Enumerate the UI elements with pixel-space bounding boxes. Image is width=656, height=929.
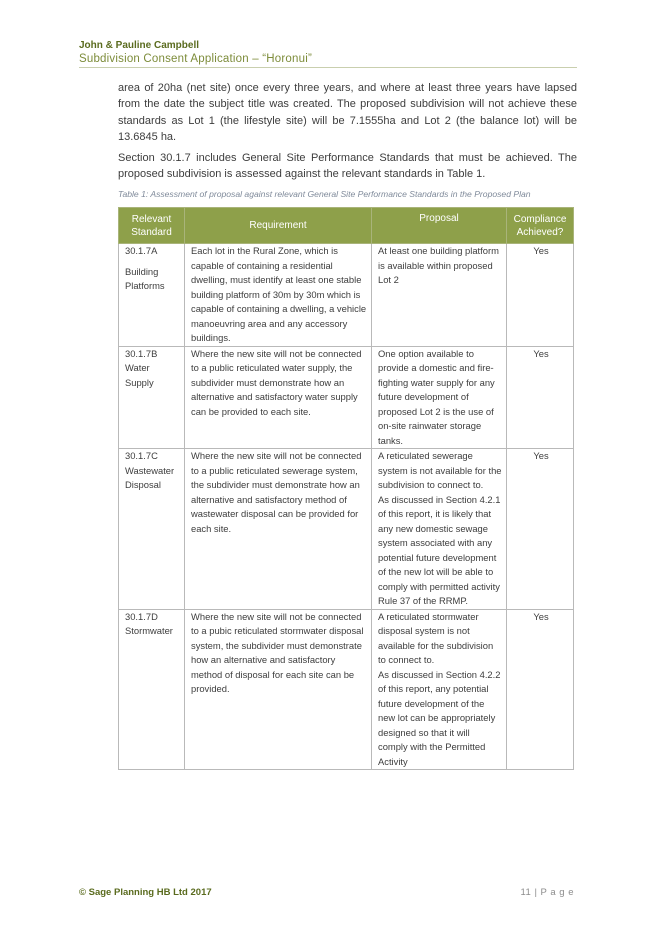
requirement-cell: Where the new site will not be connected to a public reticulated water supply, the subdivider must demonstrate how an alternative and satisfactory water supply can be provided to each site. <box>185 346 372 449</box>
standard-name: Wastewater Disposal <box>125 464 175 490</box>
standard-code: 30.1.7C <box>125 450 158 461</box>
header-relevant-standard: Relevant Standard <box>119 208 185 244</box>
footer-copyright: © Sage Planning HB Ltd 2017 <box>79 887 212 898</box>
table-row <box>119 449 574 610</box>
requirement-cell: Where the new site will not be connected to a public reticulated sewerage system, the subdivider must demonstrate how an alternative and satisfactory method of wastewater disposal can be provided for each site. <box>185 449 372 610</box>
page-header <box>79 40 312 66</box>
proposal-text-discussion: As discussed in Section 4.2.2 of this report, any potential future development of the new lot can be appropriately designed so that it will comply with the Permitted Activity <box>378 668 501 767</box>
standard-code: 30.1.7D <box>125 610 158 622</box>
proposal-cell <box>372 346 507 449</box>
standard-cell <box>119 244 185 347</box>
header-proposal: Proposal <box>372 208 507 244</box>
header-compliance: Compliance Achieved? <box>507 208 574 244</box>
footer-page-number: 11 | P a g e <box>520 887 574 898</box>
table-row <box>119 346 574 449</box>
compliance-cell: Yes <box>507 244 574 347</box>
proposal-cell <box>372 449 507 610</box>
header-application-title: Subdivision Consent Application – “Horonui” <box>79 53 312 65</box>
header-client-names: John & Pauline Campbell <box>79 40 200 51</box>
assessment-table <box>118 207 574 770</box>
proposal-text: At least one building platform is available within proposed Lot 2 <box>378 245 499 285</box>
standard-name: Building Platforms <box>125 265 165 291</box>
header-requirement: Requirement <box>185 208 372 244</box>
table-header-row <box>119 208 574 244</box>
proposal-text: A reticulated sewerage system is not available for the subdivision to connect to. <box>378 450 502 490</box>
compliance-cell: Yes <box>507 346 574 449</box>
table-caption: Table 1: Assessment of proposal against relevant General Site Performance Standards in the Proposed Plan <box>118 189 531 199</box>
paragraph-section-30-1-7: Section 30.1.7 includes General Site Performance Standards that must be achieved. The proposed subdivision is assessed against the relevant standards in Table 1. <box>118 152 577 181</box>
standard-cell <box>119 449 185 610</box>
paragraph-net-site: area of 20ha (net site) once every three years, and where at least three years have lapsed from the date the subject title was created. The proposed subdivision will not achieve these standards as Lot 1 (the lifestyle site) will be 7.1555ha and Lot 2 (the balance lot) will be 13.6845 ha. <box>118 82 577 143</box>
compliance-cell: Yes <box>507 609 574 770</box>
standard-code: 30.1.7A <box>125 245 158 256</box>
table-row <box>119 609 574 770</box>
standard-name: Stormwater <box>125 625 173 636</box>
compliance-cell: Yes <box>507 449 574 610</box>
proposal-cell <box>372 244 507 347</box>
header-divider <box>79 67 577 68</box>
proposal-cell <box>372 609 507 770</box>
requirement-cell: Each lot in the Rural Zone, which is capable of containing a residential dwelling, must identify at least one stable building platform of 30m by 30m which is capable of containing a dwelling, a vehicle manoeuvring area and any accessory buildings. <box>185 244 372 347</box>
standard-name: Water Supply <box>125 362 154 388</box>
table-row <box>119 244 574 347</box>
requirement-cell: Where the new site will not be connected to a pubic reticulated stormwater disposal system, the subdivider must demonstrate how an alternative and satisfactory method of disposal for each site can be provided. <box>185 609 372 770</box>
standard-cell <box>119 609 185 770</box>
standard-code: 30.1.7B <box>125 347 158 359</box>
proposal-text: A reticulated stormwater disposal system is not available for the subdivision to connect to. <box>378 610 494 665</box>
proposal-text-discussion: As discussed in Section 4.2.1 of this report, it is likely that any new domestic sewage system associated with any potential future development of the new lot will be able to comply with permitted activity Rule 37 of the RRMP. <box>378 493 501 606</box>
standard-cell <box>119 346 185 449</box>
proposal-text: One option available to provide a domestic and fire-fighting water supply for any future development of proposed Lot 2 is the use of on-site rainwater storage tanks. <box>378 347 495 446</box>
